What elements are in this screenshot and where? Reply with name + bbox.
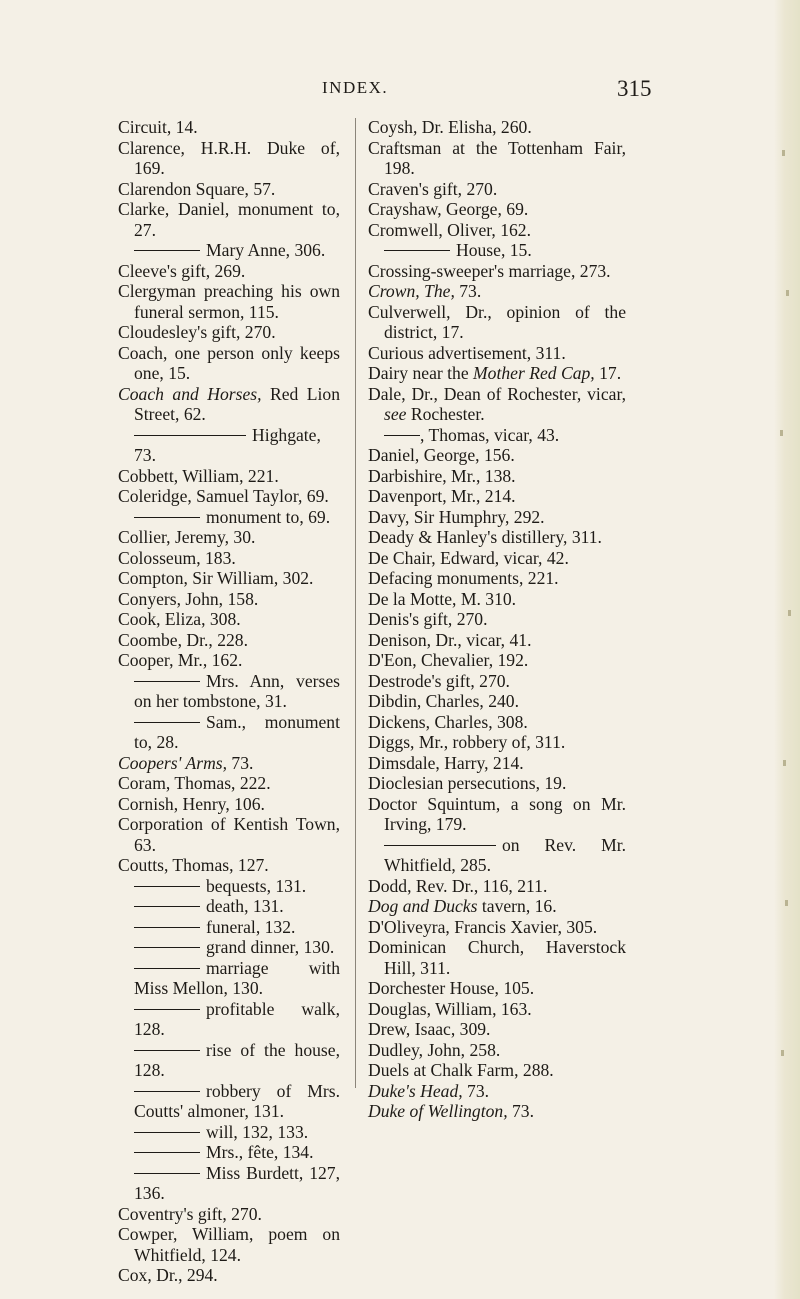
ditto-dash (384, 435, 420, 436)
entry-text: will, 132, 133. (206, 1121, 309, 1142)
entry-text: D'Eon, Chevalier, 192. (368, 650, 529, 670)
index-entry (118, 568, 340, 589)
entry-text: Denis's gift, 270. (368, 609, 488, 629)
entry-text: Duels at Chalk Farm, 288. (368, 1060, 554, 1080)
entry-text: Dickens, Charles, 308. (368, 711, 528, 732)
index-entry (368, 999, 626, 1020)
entry-text: monument to, 69. (206, 506, 331, 527)
entry-text: Cook, Eliza, 308. (118, 609, 241, 629)
entry-italic-title: Duke of Wellington, (368, 1101, 508, 1121)
entry-text: Dodd, Rev. Dr., 116, 211. (368, 875, 548, 896)
entry-italic-title: Crown, The, (368, 281, 455, 301)
index-entry (368, 876, 626, 897)
entry-text: Davenport, Mr., 214. (368, 486, 516, 506)
entry-text: Dominican Church, Haverstock Hill, 311. (368, 937, 626, 978)
running-head: INDEX. (322, 78, 389, 97)
entry-text: Coleridge, Samuel Taylor, 69. (118, 486, 329, 506)
entry-text: Davy, Sir Humphry, 292. (368, 506, 545, 527)
entry-text: Culverwell, Dr., opinion of the district, 17. (368, 301, 626, 342)
index-entry (368, 568, 626, 589)
index-entry (368, 1019, 626, 1040)
page-header (0, 72, 800, 112)
index-entry (118, 548, 340, 569)
ditto-dash (134, 1132, 200, 1133)
index-entry (118, 589, 340, 610)
entry-text: Deady & Hanley's distillery, 311. (368, 527, 602, 547)
entry-text: Craven's gift, 270. (368, 178, 498, 199)
entry-text: death, 131. (206, 896, 284, 916)
entry-text: rise of the house, 128. (134, 1039, 340, 1080)
entry-text: Defacing monuments, 221. (368, 568, 559, 588)
index-entry (368, 937, 626, 978)
index-entry (118, 507, 340, 528)
entry-text: Mrs., fête, 134. (206, 1142, 314, 1162)
index-entry (118, 917, 340, 938)
index-entry (118, 281, 340, 322)
index-entry (368, 261, 626, 282)
index-entry (368, 773, 626, 794)
entry-text: Denison, Dr., vicar, 41. (368, 629, 532, 650)
entry-text: Doctor Squintum, a song on Mr. Irving, 179. (368, 793, 626, 834)
entry-text: Dibdin, Charles, 240. (368, 691, 519, 711)
entry-text: Daniel, George, 156. (368, 445, 515, 465)
index-entry (118, 1040, 340, 1081)
index-entry (118, 1122, 340, 1143)
index-entry (118, 671, 340, 712)
page-edge (774, 0, 800, 1299)
index-entry (118, 999, 340, 1040)
index-entry (118, 322, 340, 343)
entry-text: Coombe, Dr., 228. (118, 629, 248, 650)
index-entry (118, 855, 340, 876)
ditto-dash (134, 1152, 200, 1153)
entry-text: 73. (227, 752, 254, 773)
index-entry (368, 1101, 626, 1122)
ditto-dash (134, 1009, 200, 1010)
index-entry (368, 1060, 626, 1081)
entry-text: Cornish, Henry, 106. (118, 793, 265, 814)
index-entry (368, 609, 626, 630)
entry-text: Mary Anne, 306. (206, 240, 326, 260)
index-entry (118, 138, 340, 179)
page-number: 315 (617, 76, 652, 101)
ditto-dash (134, 886, 200, 887)
index-entry (368, 281, 626, 302)
entry-text: Clergyman preaching his own funeral sermon, 115. (118, 281, 340, 322)
index-entry (118, 773, 340, 794)
index-entry (118, 486, 340, 507)
index-entry (118, 117, 340, 138)
index-entry (118, 1265, 340, 1286)
index-entry (368, 753, 626, 774)
entry-text: Corporation of Kentish Town, 63. (118, 814, 340, 855)
entry-italic-title: Coopers' Arms, (118, 752, 228, 773)
index-entry (368, 589, 626, 610)
index-entry (118, 1224, 340, 1265)
index-entry (118, 384, 340, 425)
index-entry (368, 466, 626, 487)
index-entry (368, 199, 626, 220)
index-entry (368, 179, 626, 200)
index-entry (368, 896, 626, 917)
entry-text: 73. (507, 1101, 534, 1121)
index-entry (118, 343, 340, 384)
index-entry (368, 691, 626, 712)
index-entry (368, 117, 626, 138)
index-entry (368, 363, 626, 384)
entry-text: Collier, Jeremy, 30. (118, 527, 256, 547)
index-entry (368, 835, 626, 876)
ditto-dash (134, 1091, 200, 1092)
ditto-dash (134, 250, 200, 251)
entry-text: Cowper, William, poem on Whitfield, 124. (118, 1224, 340, 1265)
entry-text: Sam., monument to, 28. (134, 711, 340, 752)
entry-text: Craftsman at the Tottenham Fair, 198. (368, 137, 626, 178)
entry-text: Darbishire, Mr., 138. (368, 465, 516, 486)
index-entry (368, 978, 626, 999)
entry-text: bequests, 131. (206, 875, 307, 896)
entry-text: Miss Burdett, 127, 136. (134, 1162, 340, 1203)
entry-italic-title: Dog and Ducks (368, 896, 478, 916)
entry-text: Cox, Dr., 294. (118, 1265, 218, 1285)
entry-italic-title: Duke's Head, (368, 1080, 463, 1101)
index-entry (118, 425, 340, 466)
index-entry (118, 650, 340, 671)
entry-italic-title: see (384, 404, 407, 424)
entry-text: marriage with Miss Mellon, 130. (134, 957, 340, 998)
ditto-dash (134, 906, 200, 907)
index-entry (118, 753, 340, 774)
entry-text: De la Motte, M. 310. (368, 588, 517, 609)
index-entry (368, 384, 626, 425)
entry-text: Rochester. (406, 404, 485, 424)
entry-text: grand dinner, 130. (206, 937, 335, 957)
entry-text: Red Lion Street, 62. (134, 383, 340, 424)
index-entry (368, 425, 626, 446)
index-entry (118, 1163, 340, 1204)
index-entry (368, 220, 626, 241)
index-entry (118, 896, 340, 917)
ditto-dash (134, 927, 200, 928)
index-entry (368, 138, 626, 179)
entry-text: 73. (454, 281, 482, 301)
index-entry (118, 261, 340, 282)
index-entry (118, 240, 340, 261)
entry-text: Dorchester House, 105. (368, 978, 535, 998)
entry-text: Coach, one person only keeps one, 15. (118, 342, 340, 383)
entry-text: Crossing-sweeper's marriage, 273. (368, 260, 611, 281)
entry-text: Coventry's gift, 270. (118, 1203, 262, 1224)
index-entry (368, 1081, 626, 1102)
entry-text: Clarendon Square, 57. (118, 178, 276, 199)
entry-text: House, 15. (456, 240, 532, 260)
entry-text: tavern, 16. (477, 896, 557, 916)
entry-text: Clarence, H.R.H. Duke of, 169. (118, 137, 340, 178)
ditto-dash (384, 845, 496, 846)
index-entry (118, 466, 340, 487)
entry-text: Curious advertisement, 311. (368, 342, 566, 363)
ditto-dash (134, 681, 200, 682)
index-entry (368, 240, 626, 261)
index-entry (368, 527, 626, 548)
index-entry (118, 794, 340, 815)
entry-text: Dairy near the (368, 363, 474, 383)
entry-text: Coram, Thomas, 222. (118, 773, 271, 793)
entry-text: Cleeve's gift, 269. (118, 260, 246, 281)
index-entry (368, 650, 626, 671)
index-entry (368, 630, 626, 651)
entry-text: Dimsdale, Harry, 214. (368, 752, 524, 773)
entry-italic-title: Mother Red Cap, (473, 363, 595, 383)
entry-text: Coutts, Thomas, 127. (118, 855, 269, 875)
entry-text: robbery of Mrs. Coutts' almoner, 131. (134, 1080, 340, 1121)
entry-text: funeral, 132. (206, 916, 296, 937)
ditto-dash (134, 968, 200, 969)
entry-text: Dudley, John, 258. (368, 1039, 501, 1060)
index-entry (118, 814, 340, 855)
index-entry (118, 609, 340, 630)
index-entry (118, 199, 340, 240)
index-entry (118, 876, 340, 897)
entry-text: 73. (462, 1080, 490, 1101)
index-entry (368, 548, 626, 569)
index-entry (118, 1081, 340, 1122)
entry-text: De Chair, Edward, vicar, 42. (368, 547, 569, 568)
entry-text: , Thomas, vicar, 43. (420, 424, 560, 445)
entry-text: Diggs, Mr., robbery of, 311. (368, 732, 566, 752)
ditto-dash (134, 1050, 200, 1051)
index-entry (368, 671, 626, 692)
ditto-dash (134, 1173, 200, 1174)
index-entry (368, 917, 626, 938)
ditto-dash (134, 435, 246, 436)
entry-text: Cobbett, William, 221. (118, 465, 279, 486)
index-entry (368, 794, 626, 835)
column-divider (355, 118, 356, 1088)
entry-text: Douglas, William, 163. (368, 998, 532, 1019)
index-entry (368, 1040, 626, 1061)
entry-text: 17. (594, 363, 622, 383)
entry-text: D'Oliveyra, Francis Xavier, 305. (368, 916, 598, 937)
entry-text: Drew, Isaac, 309. (368, 1019, 491, 1039)
entry-text: Compton, Sir William, 302. (118, 568, 314, 588)
entry-text: on Rev. Mr. Whitfield, 285. (384, 834, 626, 875)
entry-text: Highgate, 73. (134, 424, 321, 465)
entry-text: Crayshaw, George, 69. (368, 199, 529, 219)
index-entry (118, 527, 340, 548)
index-entry (368, 302, 626, 343)
index-column-left (118, 117, 340, 1286)
index-entry (368, 732, 626, 753)
index-entry (118, 179, 340, 200)
ditto-dash (134, 517, 200, 518)
entry-text: Cooper, Mr., 162. (118, 650, 243, 670)
index-entry (118, 1204, 340, 1225)
ditto-dash (134, 722, 200, 723)
index-entry (118, 958, 340, 999)
entry-text: Conyers, John, 158. (118, 588, 259, 609)
entry-text: Circuit, 14. (118, 117, 198, 137)
index-entry (368, 712, 626, 733)
entry-text: Cromwell, Oliver, 162. (368, 219, 531, 240)
entry-italic-title: Coach and Horses, (118, 383, 262, 404)
entry-text: Destrode's gift, 270. (368, 670, 510, 691)
ditto-dash (134, 947, 200, 948)
entry-text: profitable walk, 128. (134, 998, 340, 1039)
entry-text: Clarke, Daniel, monument to, 27. (118, 199, 340, 240)
entry-text: Mrs. Ann, verses on her tombstone, 31. (134, 670, 340, 711)
ditto-dash (384, 250, 450, 251)
entry-text: Colosseum, 183. (118, 547, 236, 568)
entry-text: Cloudesley's gift, 270. (118, 322, 276, 342)
entry-text: Coysh, Dr. Elisha, 260. (368, 117, 532, 137)
index-entry (368, 507, 626, 528)
index-entry (368, 486, 626, 507)
index-entry (118, 712, 340, 753)
index-entry (368, 343, 626, 364)
index-column-right (368, 117, 626, 1122)
index-entry (118, 937, 340, 958)
entry-text: Dioclesian persecutions, 19. (368, 773, 567, 793)
entry-text: Dale, Dr., Dean of Rochester, vicar, (368, 383, 626, 404)
index-entry (368, 445, 626, 466)
index-entry (118, 1142, 340, 1163)
index-entry (118, 630, 340, 651)
